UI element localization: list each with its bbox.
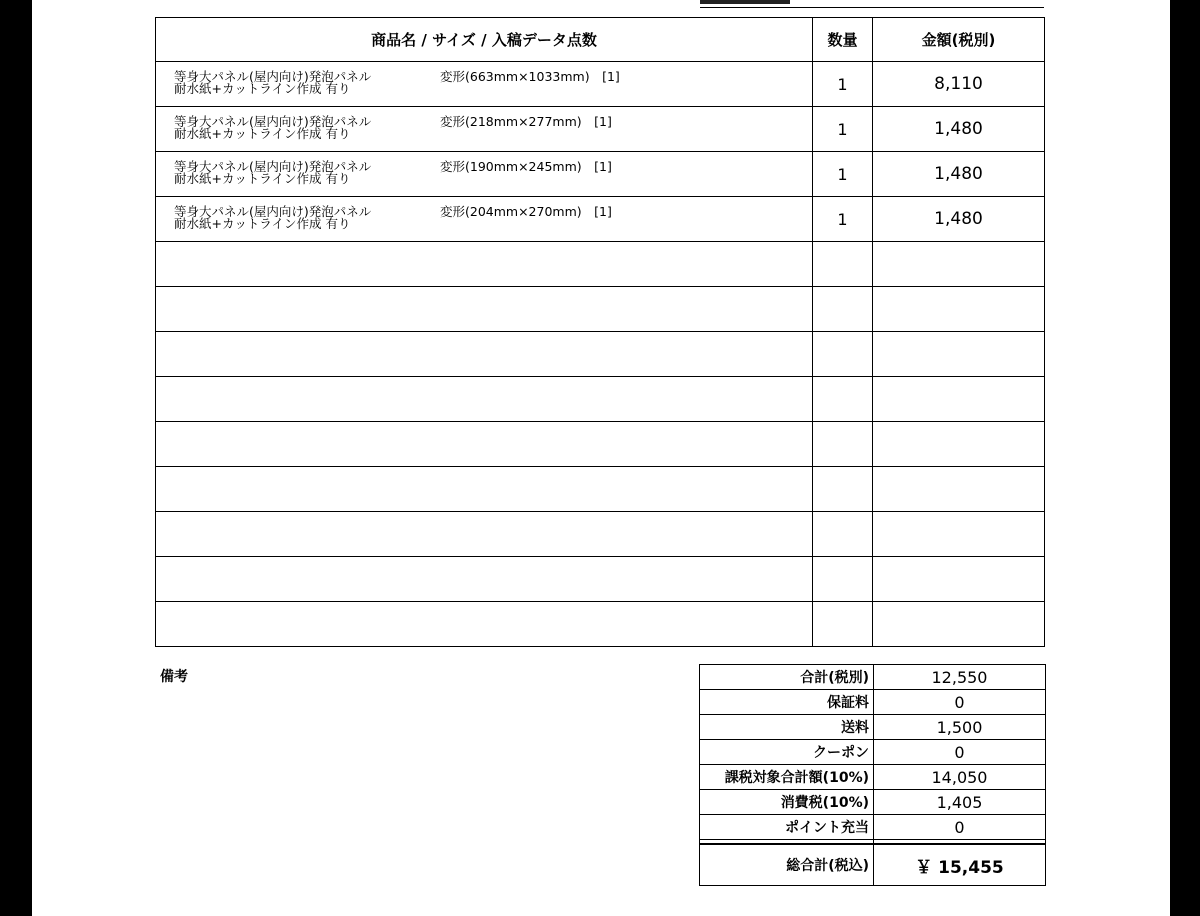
subtotal-label: 合計(税別) [700, 665, 874, 690]
totals-table [699, 664, 1046, 886]
item-name: 等身大パネル(屋内向け)発泡パネル [174, 159, 372, 174]
item-amount: 1,480 [873, 152, 1045, 197]
deposit-row [700, 690, 1046, 715]
item-size: 変形(218mm×277mm) [1] [440, 114, 612, 129]
items-header-row [156, 18, 1045, 62]
item-amount: 1,480 [873, 197, 1045, 242]
points-value: 0 [874, 815, 1046, 840]
items-table [155, 17, 1045, 647]
item-description [156, 152, 813, 197]
empty-row [156, 332, 1045, 377]
subtotal-row [700, 665, 1046, 690]
item-description [156, 197, 813, 242]
item-option: 耐水紙+カットライン作成 有り [174, 171, 351, 186]
points-row [700, 815, 1046, 840]
item-amount: 1,480 [873, 107, 1045, 152]
taxable-label: 課税対象合計額(10%) [700, 765, 874, 790]
table-row [156, 152, 1045, 197]
item-size: 変形(190mm×245mm) [1] [440, 159, 612, 174]
grand-total-row [700, 844, 1046, 886]
item-description [156, 62, 813, 107]
shipping-label: 送料 [700, 715, 874, 740]
item-description [156, 107, 813, 152]
shipping-value: 1,500 [874, 715, 1046, 740]
coupon-row [700, 740, 1046, 765]
item-quantity: 1 [813, 197, 873, 242]
deposit-label: 保証料 [700, 690, 874, 715]
taxable-row [700, 765, 1046, 790]
coupon-value: 0 [874, 740, 1046, 765]
empty-row [156, 377, 1045, 422]
empty-row [156, 557, 1045, 602]
item-size: 変形(663mm×1033mm) [1] [440, 69, 620, 84]
shipping-row [700, 715, 1046, 740]
item-name: 等身大パネル(屋内向け)発泡パネル [174, 204, 372, 219]
document-page [32, 0, 1170, 916]
empty-row [156, 422, 1045, 467]
empty-row [156, 287, 1045, 332]
item-quantity: 1 [813, 107, 873, 152]
grand-total-value: ￥ 15,455 [874, 844, 1046, 886]
cropped-header-text [700, 0, 790, 4]
item-quantity: 1 [813, 152, 873, 197]
tax-row [700, 790, 1046, 815]
item-amount: 8,110 [873, 62, 1045, 107]
item-quantity: 1 [813, 62, 873, 107]
header-description: 商品名 / サイズ / 入稿データ点数 [156, 18, 813, 62]
item-option: 耐水紙+カットライン作成 有り [174, 81, 351, 96]
item-name: 等身大パネル(屋内向け)発泡パネル [174, 114, 372, 129]
tax-value: 1,405 [874, 790, 1046, 815]
header-quantity: 数量 [813, 18, 873, 62]
item-option: 耐水紙+カットライン作成 有り [174, 126, 351, 141]
deposit-value: 0 [874, 690, 1046, 715]
remarks-label: 備考 [160, 669, 188, 685]
table-row [156, 197, 1045, 242]
item-option: 耐水紙+カットライン作成 有り [174, 216, 351, 231]
tax-label: 消費税(10%) [700, 790, 874, 815]
empty-row [156, 242, 1045, 287]
empty-row [156, 512, 1045, 557]
table-row [156, 62, 1045, 107]
header-rule [700, 7, 1044, 8]
points-label: ポイント充当 [700, 815, 874, 840]
coupon-label: クーポン [700, 740, 874, 765]
empty-row [156, 602, 1045, 647]
item-name: 等身大パネル(屋内向け)発泡パネル [174, 69, 372, 84]
grand-total-label: 総合計(税込) [700, 844, 874, 886]
empty-row [156, 467, 1045, 512]
subtotal-value: 12,550 [874, 665, 1046, 690]
taxable-value: 14,050 [874, 765, 1046, 790]
header-amount: 金額(税別) [873, 18, 1045, 62]
table-row [156, 107, 1045, 152]
item-size: 変形(204mm×270mm) [1] [440, 204, 612, 219]
